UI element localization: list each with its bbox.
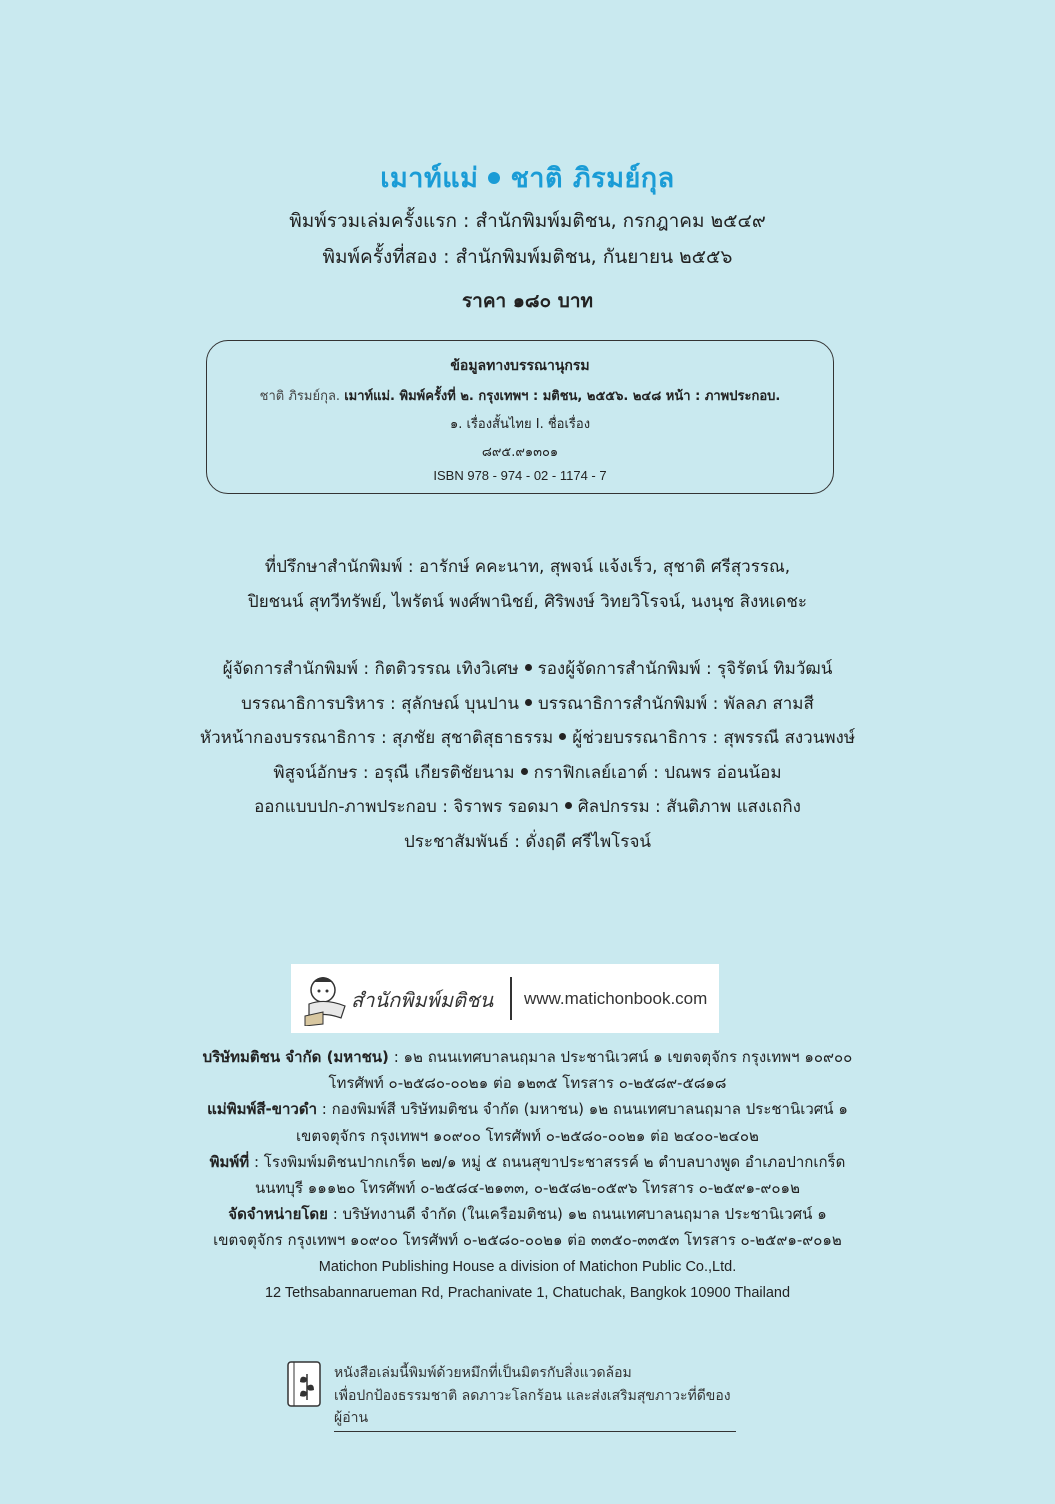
cataloging-box	[206, 340, 834, 494]
address-label: จัดจำหน่ายโดย	[228, 1205, 328, 1224]
cip-isbn: ISBN 978 - 974 - 02 - 1174 - 7	[433, 468, 607, 483]
staff-credit: ศิลปกรรม : สันติภาพ แสงเถกิง	[577, 797, 801, 817]
eco-line: หนังสือเล่มนี้พิมพ์ด้วยหมึกที่เป็นมิตรกับสิ่งแวดล้อม	[334, 1365, 632, 1381]
advisors-line: ปิยชนน์ สุทวีทรัพย์, ไพรัตน์ พงศ์พานิชย์, ศิริพงษ์ วิทยวิโรจน์, นงนุช สิงหเดชะ	[247, 591, 808, 612]
address-text: : กองพิมพ์สี บริษัทมติชน จำกัด (มหาชน) ๑๒ ถนนเทศบาลนฤมาล ประชานิเวศน์ ๑	[317, 1100, 848, 1119]
address-line: โทรศัพท์ ๐-๒๕๘๐-๐๐๒๑ ต่อ ๑๒๓๕ โทรสาร ๐-๒๕๘๙-๕๘๑๘	[328, 1074, 727, 1093]
address-line	[0, 1044, 1055, 1070]
staff-credit: ผู้ช่วยบรรณาธิการ : สุพรรณี สงวนพงษ์	[572, 728, 856, 748]
author-name: ชาติ ภิรมย์กุล	[510, 163, 675, 194]
staff-row	[0, 721, 1055, 756]
advisors	[0, 550, 1055, 619]
bullet-icon	[565, 802, 572, 809]
address-line	[0, 1096, 1055, 1122]
address-label: แม่พิมพ์สี-ขาวดำ	[207, 1100, 318, 1119]
logo-divider	[510, 977, 512, 1020]
staff-credits	[0, 652, 1055, 859]
address-text: : ๑๒ ถนนเทศบาลนฤมาล ประชานิเวศน์ ๑ เขตจตุจักร กรุงเทพฯ ๑๐๙๐๐	[388, 1048, 853, 1066]
staff-row	[0, 790, 1055, 825]
staff-credit: ผู้จัดการสำนักพิมพ์ : กิตติวรรณ เทิงวิเศษ	[222, 659, 519, 679]
logo-script: สำนักพิมพ์มติชน	[351, 988, 494, 1012]
staff-credit: ประชาสัมพันธ์ : ดั่งฤดี ศรีไพโรจน์	[403, 831, 652, 852]
cip-class-number: ๘๙๕.๙๑๓๐๑	[481, 445, 559, 460]
cip-citation	[207, 385, 833, 406]
eco-line: เพื่อปกป้องธรรมชาติ ลดภาวะโลกร้อน และส่งเสริมสุขภาวะที่ดีของผู้อ่าน	[334, 1385, 736, 1432]
bullet-icon	[521, 768, 528, 775]
staff-credit: หัวหน้ากองบรรณาธิการ : สุภชัย สุชาติสุธาธรรม	[199, 728, 554, 748]
book-title	[0, 156, 1055, 199]
address-line: เขตจตุจักร กรุงเทพฯ ๑๐๙๐๐ โทรศัพท์ ๐-๒๕๘๐-๐๐๒๑ ต่อ ๓๓๕๐-๓๓๕๓ โทรสาร ๐-๒๕๙๑-๙๐๑๒	[213, 1231, 842, 1250]
staff-credit: บรรณาธิการสำนักพิมพ์ : พัลลภ สามสี	[538, 693, 814, 714]
first-printing: พิมพ์รวมเล่มครั้งแรก : สำนักพิมพ์มติชน, กรกฎาคม ๒๕๔๙	[289, 210, 766, 232]
address-text: : บริษัทงานดี จำกัด (ในเครือมติชน) ๑๒ ถนนเทศบาลนฤมาล ประชานิเวศน์ ๑	[327, 1205, 827, 1224]
staff-credit: กราฟิกเลย์เอาต์ : ปณพร อ่อนน้อม	[533, 762, 782, 783]
address-label: บริษัทมติชน จำกัด (มหาชน)	[202, 1048, 389, 1066]
bullet-icon	[525, 664, 532, 671]
address-line	[0, 1149, 1055, 1175]
publisher-url[interactable]: www.matichonbook.com	[524, 989, 708, 1008]
staff-row	[0, 756, 1055, 791]
staff-credit: รองผู้จัดการสำนักพิมพ์ : รุจิรัตน์ ทิมวัฒน์	[537, 659, 833, 679]
addresses	[0, 1044, 1055, 1306]
publisher-logo	[291, 964, 719, 1033]
address-line	[0, 1201, 1055, 1227]
english-address: 12 Tethsabannarueman Rd, Prachanivate 1, Chatuchak, Bangkok 10900 Thailand	[264, 1284, 791, 1301]
bullet-icon	[488, 172, 500, 184]
bullet-icon	[525, 699, 532, 706]
address-text: : โรงพิมพ์มติชนปากเกร็ด ๒๗/๑ หมู่ ๕ ถนนสุขาประชาสรรค์ ๒ ตำบลบางพูด อำเภอปากเกร็ด	[249, 1152, 846, 1171]
address-label: พิมพ์ที่	[209, 1152, 250, 1171]
staff-row	[0, 687, 1055, 722]
address-line: นนทบุรี ๑๑๑๒๐ โทรศัพท์ ๐-๒๕๘๔-๒๑๓๓, ๐-๒๕๘๒-๐๕๙๖ โทรสาร ๐-๒๕๙๑-๙๐๑๒	[255, 1179, 800, 1198]
staff-credit: พิสูจน์อักษร : อรุณี เกียรติชัยนาม	[273, 762, 515, 783]
eco-ink-notice	[286, 1360, 736, 1426]
staff-credit: บรรณาธิการบริหาร : สุลักษณ์ บุนปาน	[241, 693, 520, 714]
price: ราคา ๑๘๐ บาท	[461, 290, 594, 312]
cip-subjects: ๑. เรื่องสั้นไทย I. ชื่อเรื่อง	[449, 417, 591, 432]
staff-row	[0, 652, 1055, 687]
cip-heading: ข้อมูลทางบรรณานุกรม	[450, 358, 590, 374]
bullet-icon	[559, 733, 566, 740]
cip-details: เมาท์แม่. พิมพ์ครั้งที่ ๒. กรุงเทพฯ : มติชน, ๒๕๕๖. ๒๔๘ หน้า : ภาพประกอบ.	[344, 389, 781, 404]
cip-author: ชาติ ภิรมย์กุล.	[259, 389, 345, 404]
mascot-reading-icon	[301, 972, 351, 1026]
leaf-book-icon	[286, 1360, 322, 1408]
english-address: Matichon Publishing House a division of Matichon Public Co.,Ltd.	[318, 1258, 737, 1275]
advisors-line: ที่ปรึกษาสำนักพิมพ์ : อารักษ์ คคะนาท, สุพจน์ แจ้งเร็ว, สุชาติ ศรีสุวรรณ,	[264, 557, 791, 577]
second-printing: พิมพ์ครั้งที่สอง : สำนักพิมพ์มติชน, กันยายน ๒๕๕๖	[322, 246, 733, 268]
staff-row	[0, 825, 1055, 860]
staff-credit: ออกแบบปก-ภาพประกอบ : จิราพร รอดมา	[254, 797, 559, 817]
address-line: เขตจตุจักร กรุงเทพฯ ๑๐๙๐๐ โทรศัพท์ ๐-๒๕๘๐-๐๐๒๑ ต่อ ๒๔๐๐-๒๔๐๒	[296, 1126, 759, 1145]
title-text: เมาท์แม่	[380, 163, 479, 194]
